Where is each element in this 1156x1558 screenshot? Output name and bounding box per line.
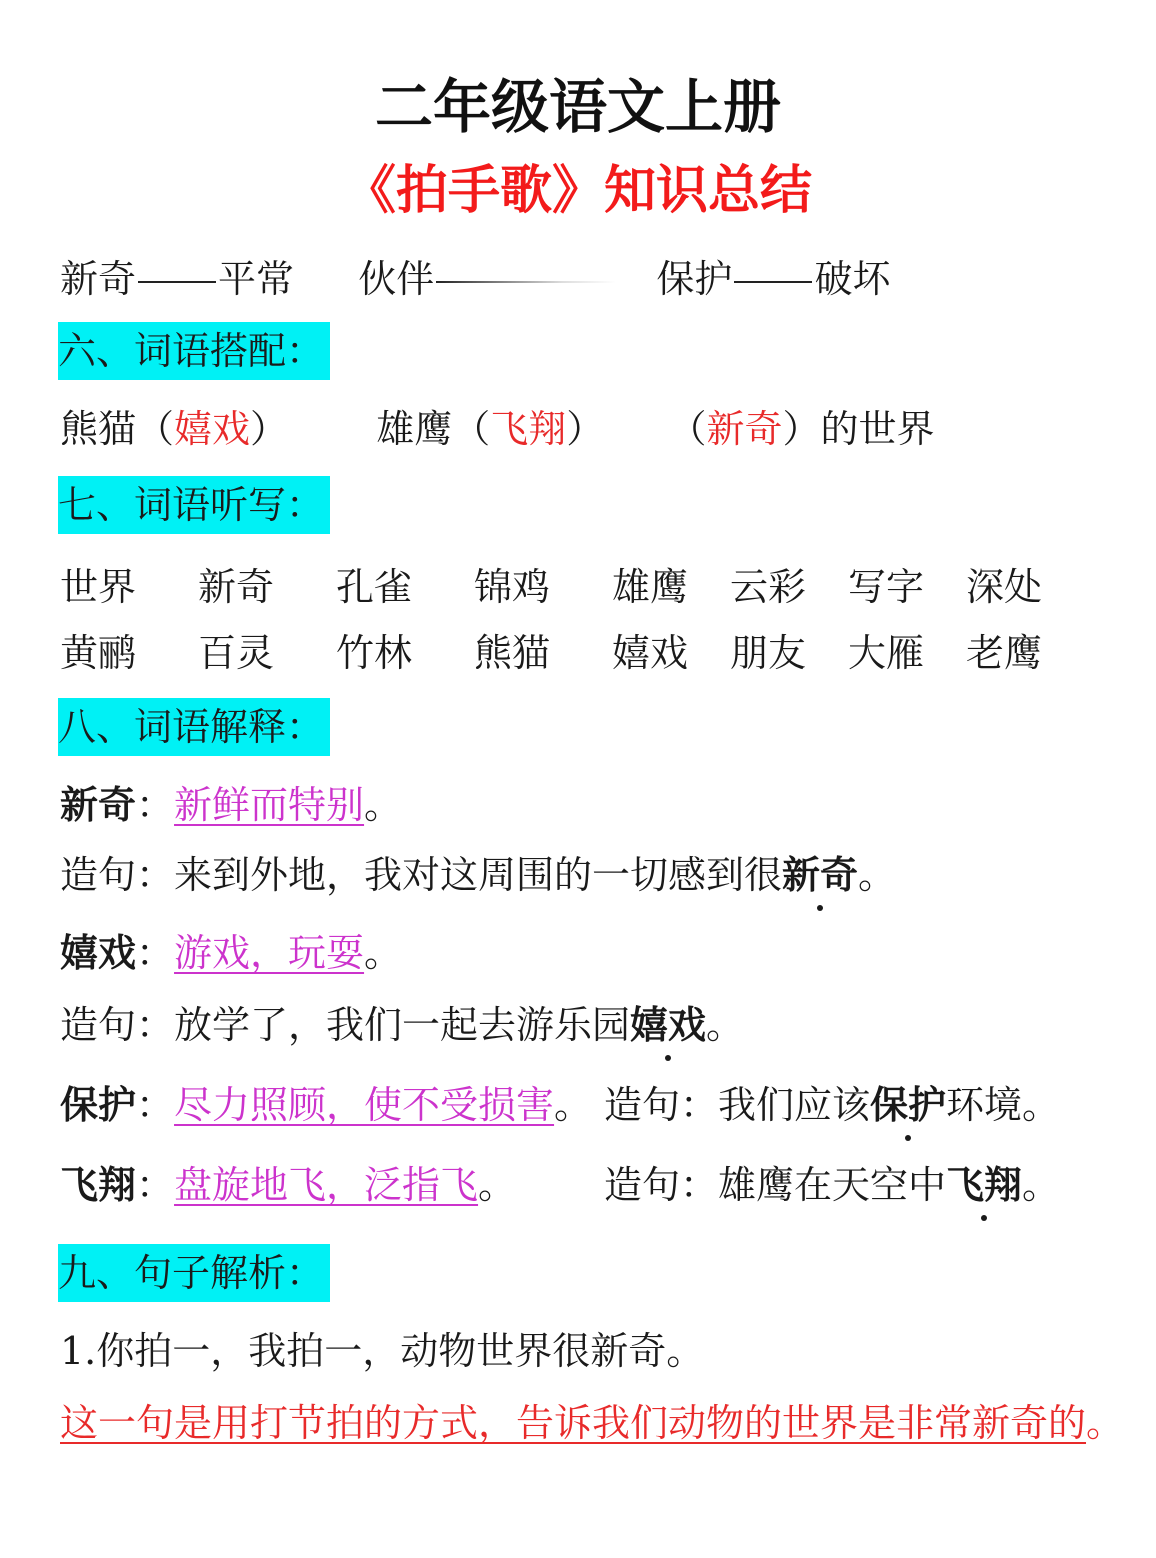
example-sentence <box>60 994 744 1049</box>
definition: 新鲜而特别 <box>174 783 365 827</box>
definition: 游戏，玩耍 <box>174 931 365 975</box>
dictation-word: 新奇 <box>198 565 275 609</box>
antonym-line <box>60 248 890 303</box>
section-heading: 九、句子解析： <box>58 1244 330 1302</box>
sentence-analysis <box>60 1392 1124 1447</box>
collocation-pre: 雄鹰（ <box>376 407 491 451</box>
antonym-a: 保护 <box>656 257 733 301</box>
collocation-word: 飞翔 <box>490 407 567 451</box>
dictation-word: 深处 <box>966 565 1043 609</box>
example-sentence <box>604 1074 1060 1129</box>
sentence-text: 放学了，我们一起去游乐园 <box>174 1003 631 1047</box>
sentence-text: 雄鹰在天空中 <box>718 1163 947 1207</box>
dictation-word: 大雁 <box>848 631 925 675</box>
collocation-word: 新奇 <box>706 407 783 451</box>
dictation-word: 朋友 <box>730 631 807 675</box>
sentence-label: 造句： <box>60 853 175 897</box>
example-sentence <box>60 844 896 899</box>
emphasized-word: 新奇 <box>782 844 858 899</box>
sentence-label: 造句： <box>604 1083 719 1127</box>
term: 保护 <box>60 1083 137 1127</box>
sentence-text: 来到外地，我对这周围的一切感到很 <box>174 853 783 897</box>
dash <box>436 281 616 283</box>
term: 飞翔 <box>60 1163 137 1207</box>
dictation-word: 百灵 <box>198 631 275 675</box>
sentence-number: 1. <box>60 1329 97 1373</box>
dictation-word: 老鹰 <box>966 631 1043 675</box>
collocation-word: 嬉戏 <box>174 407 251 451</box>
page-subtitle: 《拍手歌》知识总结 <box>343 161 812 221</box>
sentence-label: 造句： <box>60 1003 175 1047</box>
example-sentence <box>604 1154 1060 1209</box>
dictation-word: 熊猫 <box>474 631 551 675</box>
collocation-pre: （ <box>668 407 707 451</box>
dictation-word: 雄鹰 <box>612 565 689 609</box>
emphasized-word: 保护 <box>870 1074 946 1129</box>
sentence-end: 。 <box>706 1003 745 1047</box>
dash <box>734 281 812 283</box>
emphasized-word: 嬉戏 <box>630 994 706 1049</box>
definition-line: 嬉戏：游戏，玩耍。 <box>60 931 403 975</box>
definition-line: 保护：尽力照顾，使不受损害。 <box>60 1083 593 1127</box>
antonym-b: 破坏 <box>814 257 891 301</box>
analysis-end: 。 <box>1086 1401 1125 1445</box>
antonym-a: 伙伴 <box>358 257 435 301</box>
dictation-word: 世界 <box>60 565 137 609</box>
collocation-post: ） <box>566 407 605 451</box>
collocation-line <box>60 398 935 453</box>
emphasized-word: 飞翔 <box>946 1154 1022 1209</box>
antonym-a: 新奇 <box>60 257 137 301</box>
dictation-word: 竹林 <box>336 631 413 675</box>
definition-line: 新奇：新鲜而特别。 <box>60 783 403 827</box>
sentence-text: 你拍一，我拍一，动物世界很新奇。 <box>96 1329 705 1373</box>
sentence-end: 。 <box>1022 1163 1061 1207</box>
section-heading: 七、词语听写： <box>58 476 330 534</box>
dictation-word: 孔雀 <box>336 565 413 609</box>
sentence-end: 环境。 <box>946 1083 1061 1127</box>
term: 新奇 <box>60 783 137 827</box>
definition: 尽力照顾，使不受损害 <box>174 1083 555 1127</box>
dictation-word: 锦鸡 <box>474 565 551 609</box>
sentence-label: 造句： <box>604 1163 719 1207</box>
dash <box>138 281 216 283</box>
sentence-end: 。 <box>858 853 897 897</box>
section-heading: 八、词语解释： <box>58 698 330 756</box>
definition-line: 飞翔：盘旋地飞，泛指飞。 <box>60 1163 517 1207</box>
sentence-text: 我们应该 <box>718 1083 871 1127</box>
antonym-b: 平常 <box>218 257 295 301</box>
term: 嬉戏 <box>60 931 137 975</box>
dictation-word: 嬉戏 <box>612 631 689 675</box>
collocation-pre: 熊猫（ <box>60 407 175 451</box>
dictation-word: 云彩 <box>730 565 807 609</box>
definition: 盘旋地飞，泛指飞 <box>174 1163 479 1207</box>
section-heading: 六、词语搭配： <box>58 322 330 380</box>
dictation-word: 写字 <box>848 565 925 609</box>
page-title: 二年级语文上册 <box>374 73 781 141</box>
collocation-post: ） <box>250 407 289 451</box>
quoted-sentence <box>60 1320 704 1375</box>
dictation-word: 黄鹂 <box>60 631 137 675</box>
analysis-text: 这一句是用打节拍的方式，告诉我们动物的世界是非常新奇的 <box>60 1401 1087 1445</box>
collocation-post: ）的世界 <box>782 407 935 451</box>
